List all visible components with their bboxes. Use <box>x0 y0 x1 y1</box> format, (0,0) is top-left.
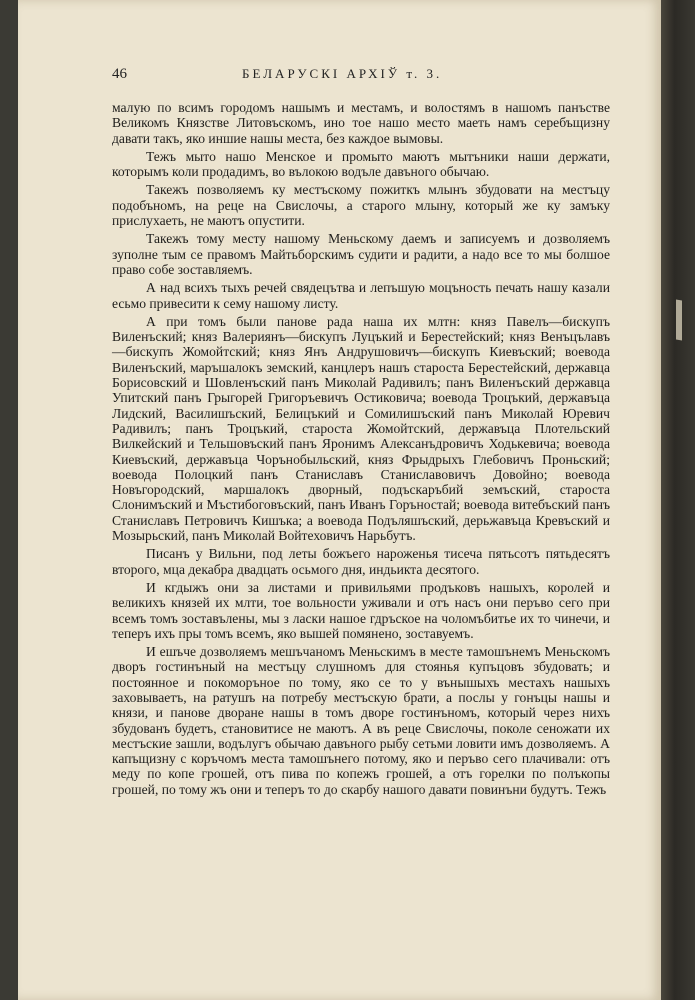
paper-tear-mark <box>676 299 682 340</box>
paragraph: Такежъ позволяемъ ку местъскому пожиткъ млынъ збудовати на местъцу подобъномъ, на реце на Свислочы, а старого млыну, который же ку замъку прислухаеть, не маютъ опустити. <box>112 182 610 229</box>
paragraph: Тежъ мыто нашо Менское и промыто маютъ мытъники наши держати, которымъ коли продадимъ, во вълокою водъле давъного обычаю. <box>112 148 610 180</box>
paragraph: Такежъ тому месту нашому Меньскому даемъ и записуемъ и дозволяемъ зуполне тым се правомъ Майтьборскимъ судити и радити, а надо все то мы болшое право собе зоставляемъ. <box>112 231 610 277</box>
paragraph: Писанъ у Вильни, под леты божъего нароженья тисеча пятьсотъ пятьдесятъ второго, мца декабра двадцать осьмого дня, индьикта десятого. <box>112 546 610 577</box>
page-edge-shadow <box>661 0 695 1000</box>
page-header <box>112 66 612 86</box>
running-title: БЕЛАРУСКІ АРХІЎ т. 3. <box>242 66 443 81</box>
paragraph: И кгдыжъ они за листами и привильями продъковъ нашыхъ, королей и великихъ князей их млти, тое вольности уживали и отъ насъ они перъво сего при всемъ томъ зоставълены, мы з ласки нашое гдръское на чоломъбитье их то чинечи, и теперъ ихъ пры томъ всемъ, яко вышей помянено, зоставуемъ. <box>112 579 610 641</box>
paragraph: И ешъче дозволяемъ мешъчаномъ Меньскимъ в месте тамошънемъ Меньскомъ дворъ гостинъный на местъцу слушномъ для стоянья купъцовъ збудовать; и постоянное и покоморъное по тому, яко се то у вънышыхъ местахъ нашыхъ заховываетъ, на ратушъ на потребу местъскую брати, а послы у гонъцы нашы и князи, и панове дворане нашы в томъ дворе гостинъномъ, который через нихъ збудованъ будетъ, становитисе не маютъ. А въ реце Свислочы, поколе сеножати их местъские зашли, водълугъ обычаю давъного рыбу сетьми ловити имъ дозволяемъ. А капъщизну с коръчомъ места тамошънего потому, яко и перъво сего плачивали: отъ меду по копе грошей, отъ пива по копежъ грошей, а отъ горелки по полъкопы грошей, по тому жъ они и теперъ то до скарбу нашого давати повинъни будутъ. Тежъ <box>112 644 610 797</box>
body-text <box>112 100 610 800</box>
page-number: 46 <box>112 66 127 82</box>
paragraph: А над всихъ тыхъ речей свядецътва и лепъшую моцъность печать нашу казали есьмо привесити к сему нашому листу. <box>112 280 610 311</box>
paragraph: малую по всимъ городомъ нашымъ и местамъ, и волостямъ в нашомъ панъстве Великомъ Князстве Литовъскомъ, ино тое нашо место маеть намъ серебъщизну давати такъ, яко иншие нашы места, без каждое вымовы. <box>112 100 610 146</box>
paragraph: А при томъ были панове рада наша их млтн: княз Павелъ—бискупъ Виленъский; княз Валериянъ—бискупъ Луцъкий и Берестейский; княз Венъцълавъ—бискупъ Жомойтский; княз Янъ Андрушовичъ—бискупъ Киевъский; воевода Виленъский, маръшалокъ земский, канцлеръ нашъ староста Берестейский, державца Борисовский и Шовленъский панъ Миколай Радивилъ; панъ Виленъский державца Упитский панъ Грыгорей Григоръевичъ Остиковича; воевода Троцъкий, державъца Лидский, Василишъский, Белицъкий и Сомилишъский панъ Миколай Юревич Радивилъ; панъ Троцъкий, староста Жомойтский, державъца Плотельский Вилкейский и Тельшовъский панъ Яронимъ Алексанъдровичъ Ходькевича; воевода Киевъский, державъца Чорънобыльский, княз Фрыдрыхъ Глебовичъ Проньский; воевода Полоцкий панъ Станиславъ Станиславовичъ Довойно; воевода Новъгородский, маршалокъ дворный, подъскаръбий земъский, староста Слонимъский и Мъстибоговъский, панъ Иванъ Горъностай; воевода витебъский панъ Станиславъ Петровичъ Кишъка; а воевода Подъляшъский, дерьжавъца Кревъский и Мозырьский, панъ Миколай Войтеховичъ Нарьбутъ. <box>112 313 610 544</box>
